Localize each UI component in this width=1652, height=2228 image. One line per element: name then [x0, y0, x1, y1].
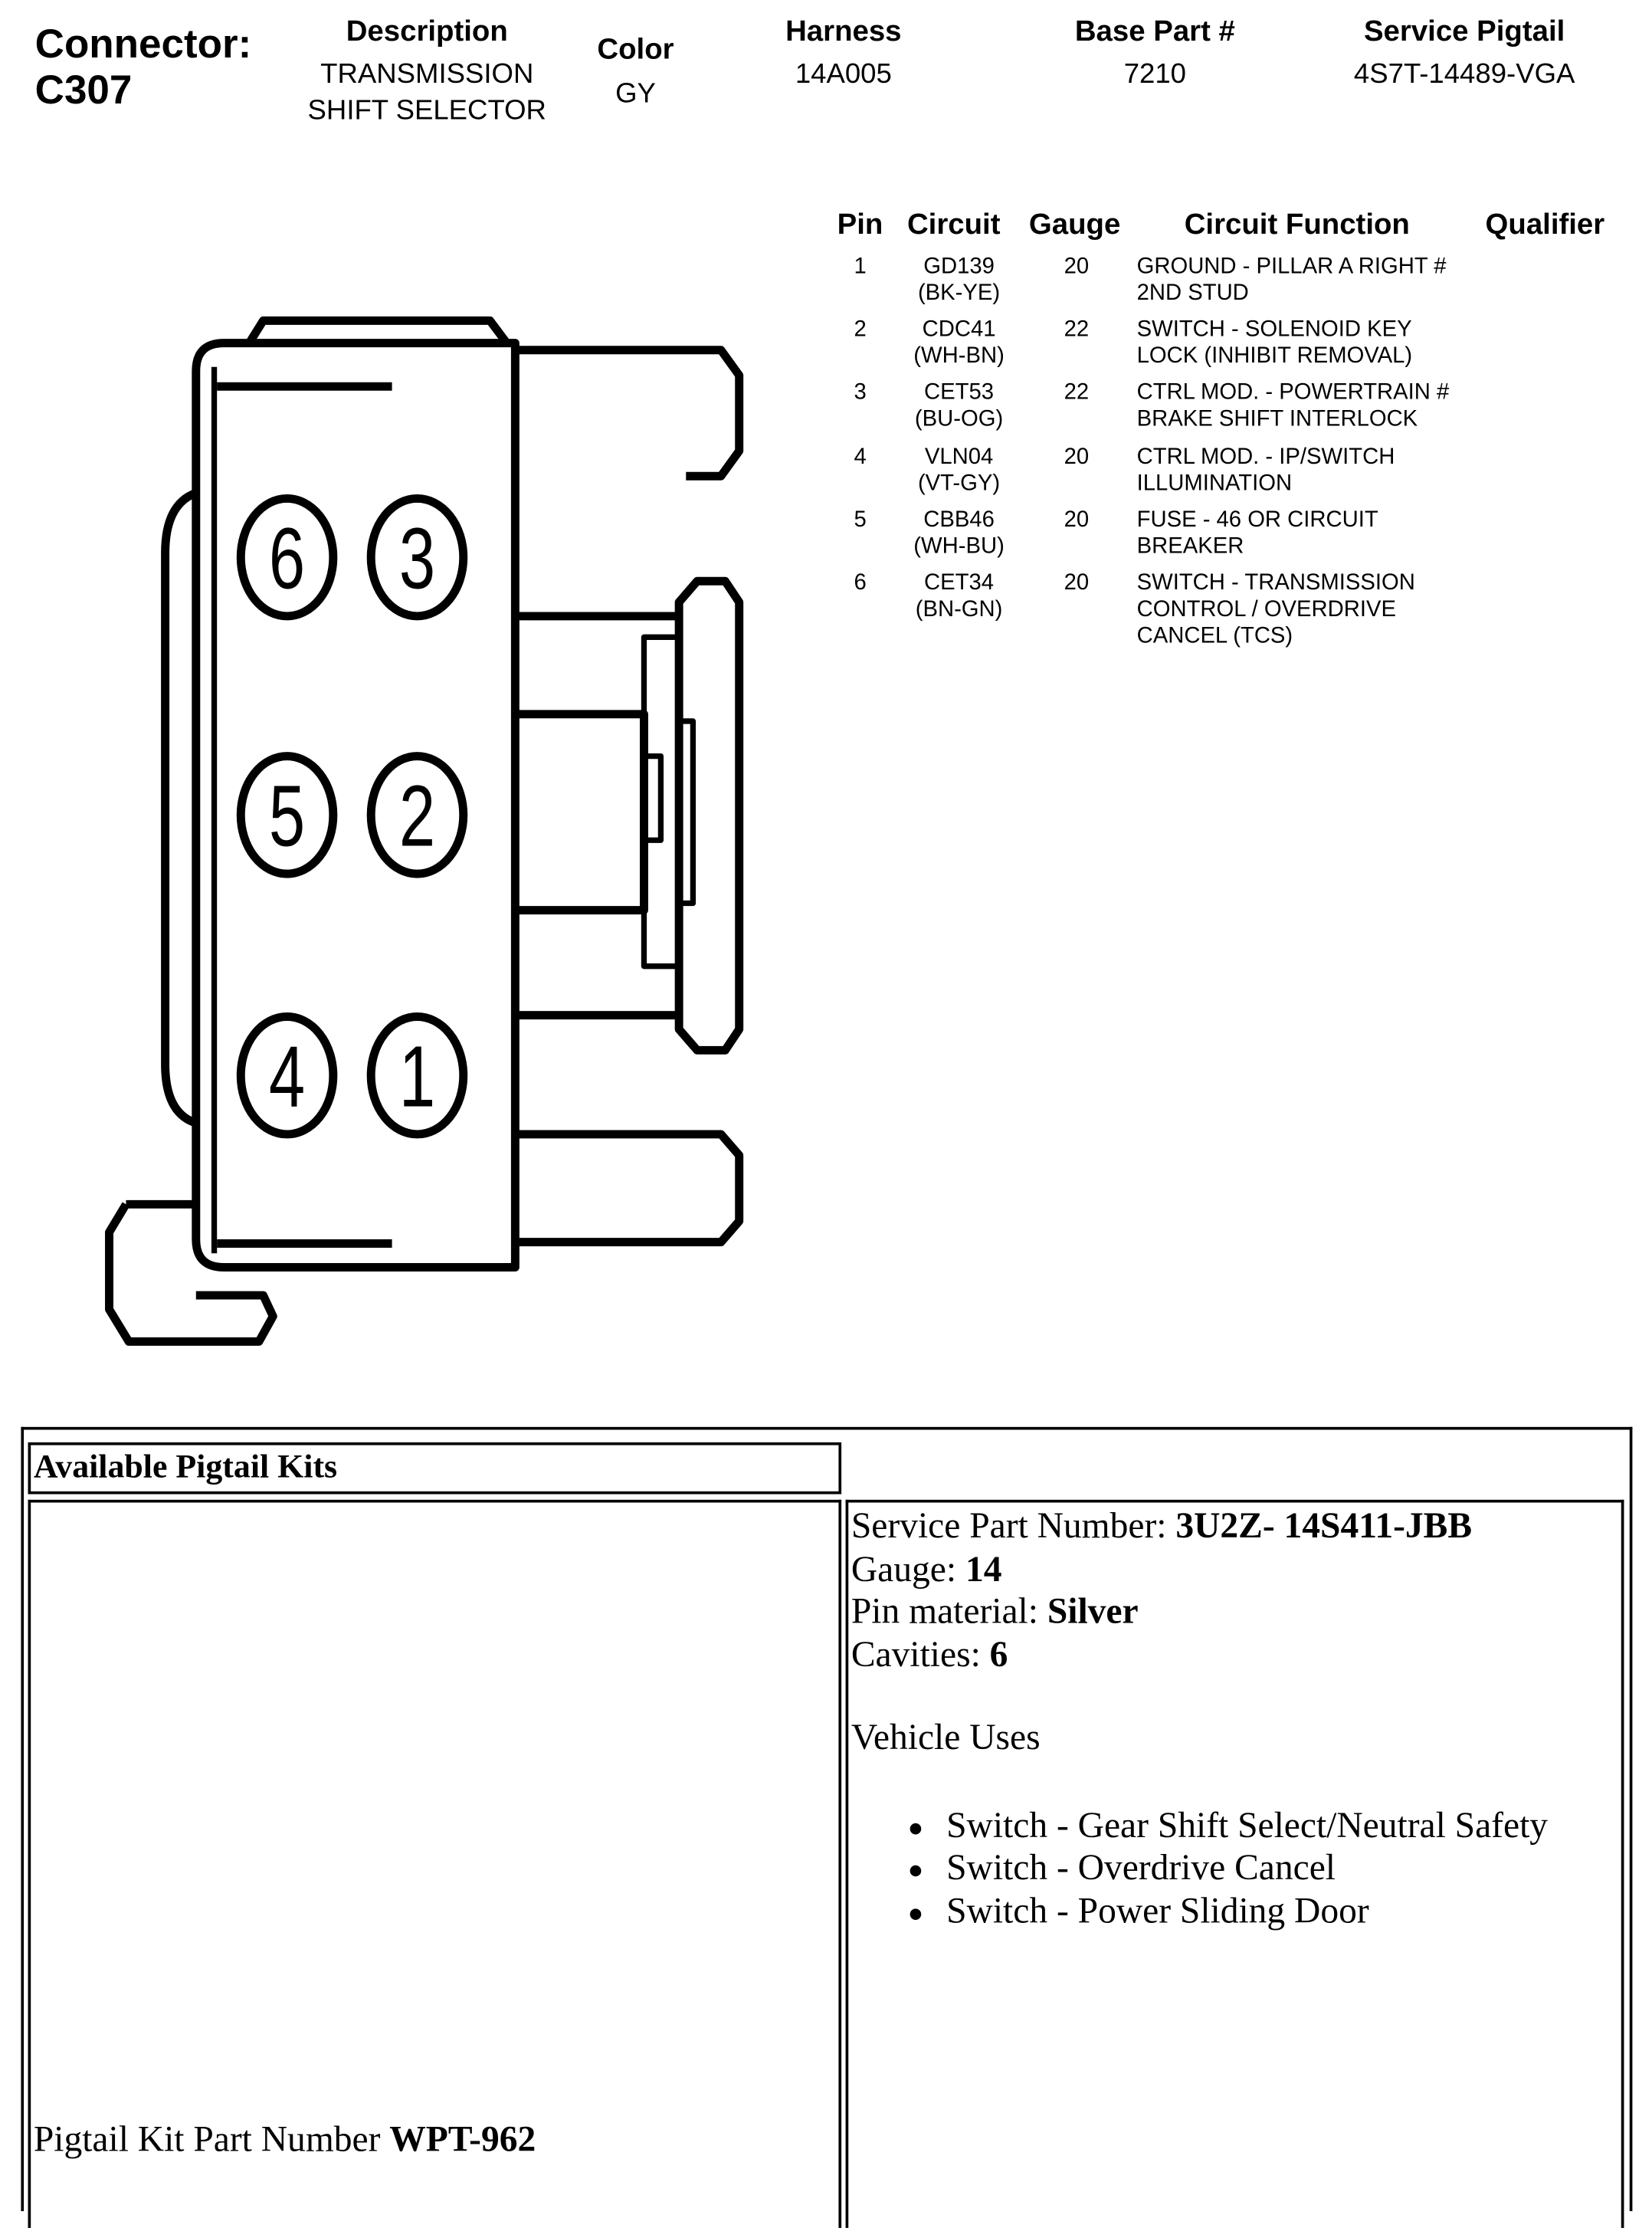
connector-bottom-tab: [110, 1204, 274, 1341]
pin-number: 5: [854, 508, 867, 533]
circuit-function-line: FUSE - 46 OR CIRCUIT: [1136, 508, 1378, 533]
connector-top-arm: [515, 350, 739, 616]
col-circuit: Circuit: [906, 208, 1001, 241]
base-part-label: Base Part #: [1074, 15, 1235, 48]
pin-table-header: [826, 207, 1652, 246]
service-pigtail-column: [1309, 15, 1620, 92]
harness-column: [728, 15, 959, 92]
pin-number: 1: [854, 254, 867, 279]
pigtail-details-cell: [846, 1500, 1624, 2228]
circuit-function-line: ILLUMINATION: [1136, 471, 1293, 496]
cavities: [851, 1633, 1618, 1676]
connector-label: Connector:: [34, 22, 252, 67]
service-part-value: 3U2Z- 14S411-JBB: [1175, 1505, 1473, 1547]
circuit-function-line: SWITCH - SOLENOID KEY: [1136, 317, 1412, 342]
circuit-function-line: CTRL MOD. - IP/SWITCH: [1136, 445, 1395, 470]
description-label: Description: [346, 15, 508, 48]
circuit-id: CET53: [924, 380, 995, 405]
gauge-label: Gauge:: [851, 1547, 965, 1589]
connector-id: C307: [34, 68, 133, 113]
vehicle-uses-list: [904, 1804, 1618, 1932]
circuit-function-line: CTRL MOD. - POWERTRAIN #: [1136, 380, 1450, 405]
pin-table-body: [826, 254, 1652, 660]
circuit-color: (WH-BU): [913, 534, 1005, 559]
harness-label: Harness: [785, 15, 902, 48]
circuit-id: VLN04: [924, 445, 994, 470]
base-part-column: [1029, 15, 1281, 92]
pin-label: 4: [268, 1028, 306, 1126]
pin-material-label: Pin material:: [851, 1590, 1047, 1632]
circuit-color: (VT-GY): [917, 471, 1001, 496]
circuit-color: (BK-YE): [917, 281, 1001, 306]
pin-number: 2: [854, 317, 867, 342]
circuit-function-line: BRAKE SHIFT INTERLOCK: [1136, 407, 1418, 431]
col-qualifier: Qualifier: [1485, 208, 1605, 241]
vehicle-use-item: Switch - Gear Shift Select/Neutral Safety: [904, 1804, 1618, 1847]
color-column: [574, 34, 697, 112]
pin-label: 5: [268, 767, 306, 865]
col-pin: Pin: [837, 208, 883, 241]
gauge-value: 20: [1064, 445, 1090, 470]
circuit-function: [1137, 379, 1480, 432]
pin-number: 3: [854, 380, 867, 405]
circuit-function-line: LOCK (INHIBIT REMOVAL): [1136, 344, 1413, 369]
pin-label: 6: [268, 510, 306, 608]
gauge-value: 14: [965, 1547, 1002, 1589]
circuit-id: CDC41: [922, 317, 996, 342]
circuit-id: CET34: [924, 571, 995, 596]
pigtail-kit-part: [34, 2118, 536, 2161]
gauge: [851, 1548, 1618, 1591]
circuit-color: (BN-GN): [915, 598, 1003, 622]
col-gauge: Gauge: [1028, 208, 1121, 241]
pin-number: 4: [854, 445, 867, 470]
pin-label: 1: [398, 1028, 436, 1126]
col-circuit-function: Circuit Function: [1184, 208, 1410, 241]
circuit-color: (BU-OG): [914, 407, 1004, 431]
pigtail-kit-value: WPT-962: [389, 2118, 536, 2160]
circuit-function: [1137, 570, 1480, 650]
pin-label: 3: [398, 510, 436, 608]
connector-latch: [679, 581, 739, 1050]
color-value: GY: [615, 78, 656, 110]
circuit-function: [1137, 507, 1480, 559]
description-column: [280, 15, 574, 129]
description-line-1: TRANSMISSION: [320, 58, 534, 90]
circuit-function-line: GROUND - PILLAR A RIGHT #: [1136, 254, 1447, 279]
color-label: Color: [597, 33, 674, 66]
connector-left-bump: [166, 493, 196, 1123]
pin-label: 2: [398, 767, 436, 865]
service-part-label: Service Part Number:: [851, 1505, 1176, 1547]
pigtail-title-cell: [28, 1442, 842, 1495]
connector-title: [35, 22, 252, 115]
circuit-function: [1137, 444, 1480, 497]
pigtail-kit-label: Pigtail Kit Part Number: [33, 2118, 390, 2160]
cavities-value: 6: [989, 1633, 1008, 1675]
circuit-id: CBB46: [923, 508, 995, 533]
gauge-value: 20: [1064, 571, 1090, 596]
harness-value: 14A005: [795, 58, 892, 90]
vehicle-use-item: Switch - Overdrive Cancel: [904, 1847, 1618, 1890]
pin-material-value: Silver: [1047, 1590, 1139, 1632]
service-part-number: [851, 1505, 1618, 1548]
circuit-function-line: CONTROL / OVERDRIVE: [1136, 598, 1397, 622]
pigtail-title: Available Pigtail Kits: [33, 1449, 338, 1486]
pin-table: [826, 207, 1652, 669]
service-pigtail-label: Service Pigtail: [1363, 15, 1565, 48]
base-part-value: 7210: [1123, 58, 1187, 90]
gauge-value: 22: [1064, 317, 1090, 342]
gauge-value: 20: [1064, 508, 1090, 533]
circuit-function-line: CANCEL (TCS): [1136, 624, 1293, 648]
pigtail-kit-cell: [28, 1500, 842, 2228]
circuit-function-line: 2ND STUD: [1136, 281, 1249, 306]
pin-number: 6: [854, 571, 867, 596]
circuit-function: [1137, 317, 1480, 369]
vehicle-uses-label: Vehicle Uses: [851, 1717, 1041, 1758]
connector-latch-inner: [644, 637, 693, 966]
connector-middle-block: [515, 714, 644, 911]
circuit-function-line: BREAKER: [1136, 534, 1244, 559]
connector-face-diagram: [0, 280, 784, 1372]
cavities-label: Cavities:: [851, 1633, 990, 1675]
gauge-value: 22: [1064, 380, 1090, 405]
pin-material: [851, 1591, 1618, 1634]
description-line-2: SHIFT SELECTOR: [307, 95, 546, 126]
circuit-function: [1137, 254, 1480, 307]
circuit-function-line: SWITCH - TRANSMISSION: [1136, 571, 1415, 596]
circuit-id: GD139: [923, 254, 995, 279]
service-pigtail-value: 4S7T-14489-VGA: [1353, 58, 1575, 90]
gauge-value: 20: [1064, 254, 1090, 279]
circuit-color: (WH-BN): [913, 344, 1005, 369]
vehicle-use-item: Switch - Power Sliding Door: [904, 1890, 1618, 1933]
